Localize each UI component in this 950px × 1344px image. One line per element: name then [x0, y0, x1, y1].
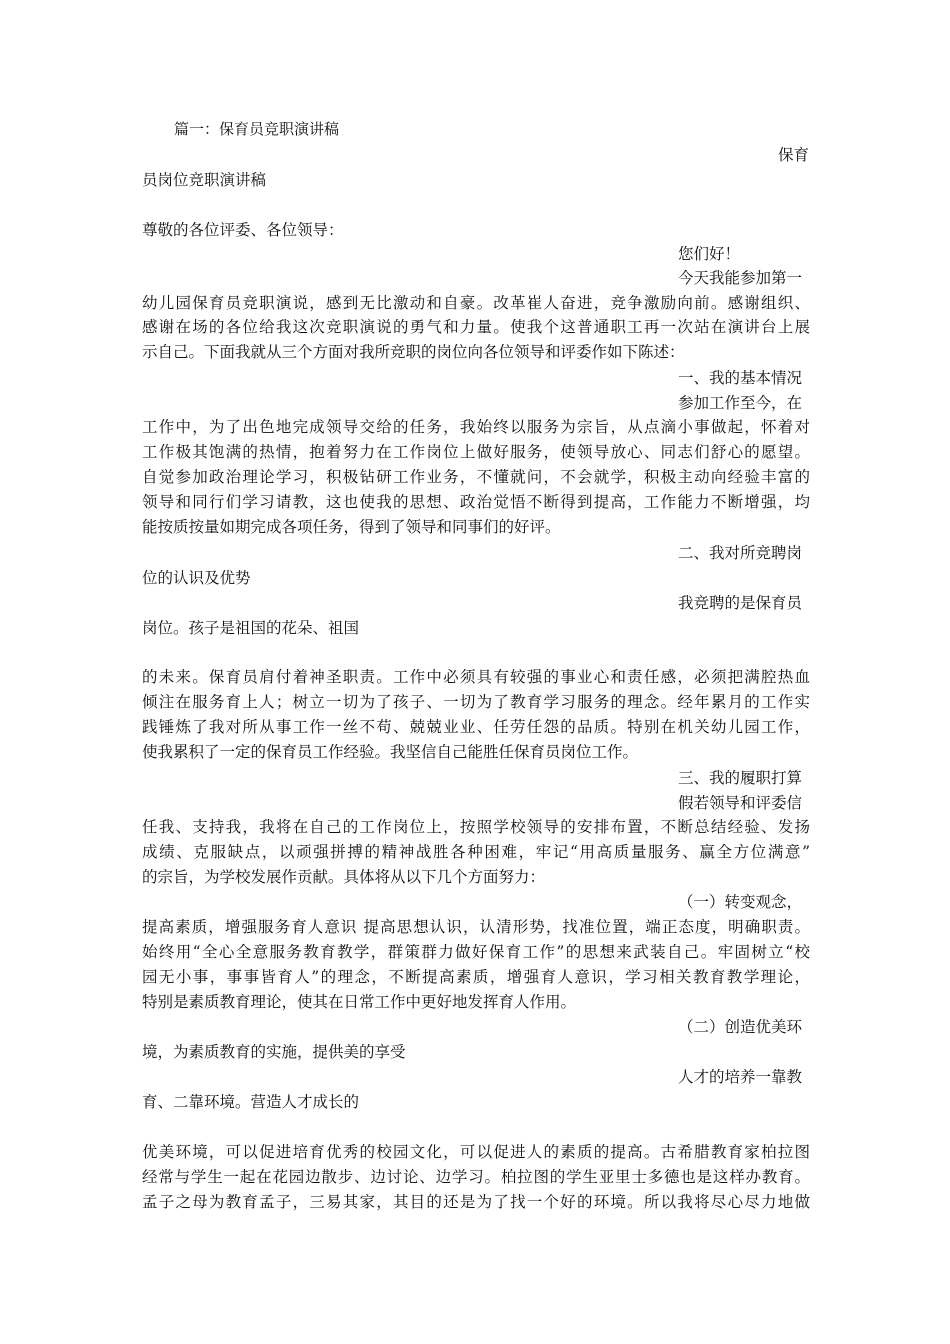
text-line: 参加工作至今，在 — [678, 394, 803, 412]
text-line: 人才的培养一靠教 — [678, 1068, 803, 1086]
text-line: 育、二靠环境。营造人才成长的 — [142, 1093, 360, 1111]
subsection-title: （一）转变观念， — [678, 893, 803, 911]
section-title: 一、我的基本情况 — [678, 369, 803, 387]
text-line: 的未来。保育员肩付着神圣职责。工作中必须具有较强的事业心和责任感，必须把满腔热血 — [142, 668, 810, 686]
text-line: 优美环境，可以促进培育优秀的校园文化，可以促进人的素质的提高。古希腊教育家柏拉图 — [142, 1143, 810, 1161]
text-line: 孟子之母为教育孟子，三易其家，其目的还是为了找一个好的环境。所以我将尽心尽力地做 — [142, 1193, 810, 1211]
salutation: 尊敬的各位评委、各位领导： — [142, 221, 344, 239]
text-line: 经常与学生一起在花园边散步、边讨论、边学习。柏拉图的学生亚里士多德也是这样办教育。 — [142, 1168, 810, 1186]
text-line: 的宗旨，为学校发展作贡献。具体将从以下几个方面努力： — [142, 868, 546, 886]
text-line: 您们好！ — [678, 245, 741, 263]
text-line: 任我、支持我，我将在自己的工作岗位上，按照学校领导的安排布置，不断总结经验、发扬 — [142, 818, 810, 836]
text-line: 工作极其饱满的热情，抱着努力在工作岗位上做好服务，使领导放心、同志们舒心的愿望。 — [142, 443, 810, 461]
section-title: 二、我对所竞聘岗 — [678, 544, 803, 562]
text-line: 假若领导和评委信 — [678, 794, 803, 812]
text-line: 自觉参加政治理论学习，积极钻研工作业务，不懂就问，不会就学，积极主动向经验丰富的 — [142, 468, 810, 486]
section-title: 三、我的履职打算 — [678, 769, 803, 787]
text-line: 能按质按量如期完成各项任务，得到了领导和同事们的好评。 — [142, 518, 561, 536]
text-line: 工作中，为了出色地完成领导交给的任务，我始终以服务为宗旨，从点滴小事做起，怀着对 — [142, 418, 810, 436]
text-line: 始终用“全心全意服务教育教学，群策群力做好保育工作”的思想来武装自己。牢固树立“校 — [142, 943, 810, 961]
text-line: 践锤炼了我对所从事工作一丝不苟、兢兢业业、任劳任怨的品质。特别在机关幼儿园工作， — [142, 718, 810, 736]
text-line: 感谢在场的各位给我这次竞职演说的勇气和力量。使我个这普通职工再一次站在演讲台上展 — [142, 318, 810, 336]
text-line: 提高素质，增强服务育人意识 提高思想认识，认清形势，找准位置，端正态度，明确职责。 — [142, 918, 810, 936]
text-line: 园无小事，事事皆育人”的理念，不断提高素质，增强育人意识，学习相关教育教学理论， — [142, 968, 810, 986]
text-line: 员岗位竞职演讲稿 — [142, 171, 267, 189]
text-line: 使我累积了一定的保育员工作经验。我坚信自己能胜任保育员岗位工作。 — [142, 743, 639, 761]
text-line: 我竞聘的是保育员 — [678, 594, 803, 612]
text-line: 成绩、克服缺点，以顽强拼搏的精神战胜各种困难，牢记“用高质量服务、赢全方位满意” — [142, 843, 810, 861]
section-title-cont: 位的认识及优势 — [142, 569, 251, 587]
subsection-title-cont: 境，为素质教育的实施，提供美的享受 — [142, 1043, 406, 1061]
section-heading: 篇一：保育员竞职演讲稿 — [174, 120, 340, 138]
text-line: 领导和同行们学习请教，这也使我的思想、政治觉悟不断得到提高，工作能力不断增强，均 — [142, 493, 810, 511]
text-line: 岗位。孩子是祖国的花朵、祖国 — [142, 619, 360, 637]
text-line: 今天我能参加第一 — [678, 269, 803, 287]
text-line: 倾注在服务育上人；树立一切为了孩子、一切为了教育学习服务的理念。经年累月的工作实 — [142, 693, 810, 711]
text-line: 示自己。下面我就从三个方面对我所竞职的岗位向各位领导和评委作如下陈述： — [142, 343, 685, 361]
text-line: 幼儿园保育员竞职演说，感到无比激动和自豪。改革崔人奋进，竞争激励向前。感谢组织、 — [142, 294, 810, 312]
subsection-title: （二）创造优美环 — [678, 1018, 803, 1036]
text-line: 特别是素质教育理论，使其在日常工作中更好地发挥育人作用。 — [142, 993, 577, 1011]
text-line: 保育 — [778, 146, 810, 164]
